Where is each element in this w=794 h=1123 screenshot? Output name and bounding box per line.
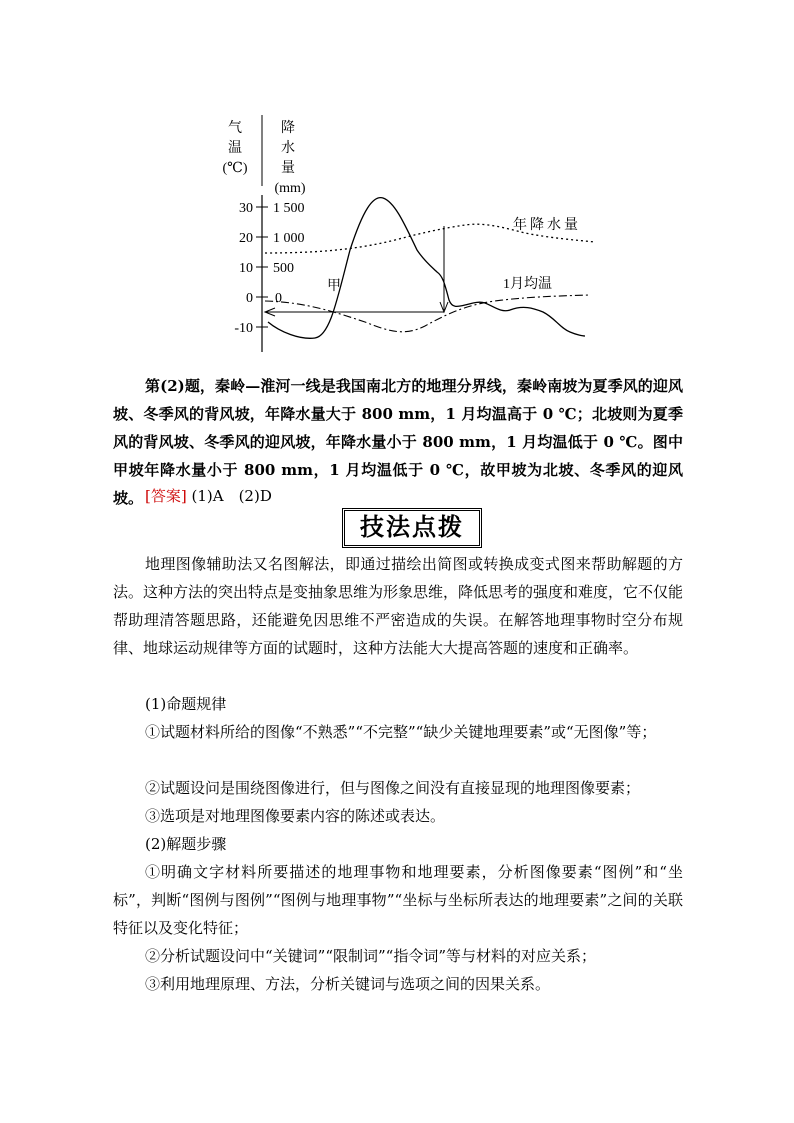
precip-tick-label: 0 [275, 291, 282, 306]
temp-tick-label: 10 [239, 261, 253, 276]
temp-tick-label: 0 [246, 291, 253, 306]
step-item-1: ①明确文字材料所要描述的地理事物和地理要素，分析图像要素“图例”和“坐标”，判断“图例与图例”“图例与地理事物”“坐标与坐标所表达的地理要素”之间的关联特征以及变化特征； [113, 863, 683, 937]
y-right-label-char-4: (mm) [274, 181, 306, 196]
y-right-label-char-2: 水 [281, 141, 295, 156]
answer-content: (1)A (2)D [191, 487, 272, 505]
answer-line [145, 482, 272, 510]
y-left-label-char-2: 温 [228, 141, 242, 156]
temp-tick-label: 20 [239, 231, 253, 246]
rules-heading: (1)命题规律 [145, 695, 227, 713]
climate-profile-figure [205, 100, 617, 365]
temp-tick-label: -10 [234, 321, 253, 336]
label-jia-slope: 甲 [327, 279, 341, 294]
rule-item-3: ③选项是对地理图像要素内容的陈述或表达。 [145, 807, 446, 825]
explanation-bold-text: 第(2)题，秦岭—淮河一线是我国南北方的地理分界线，秦岭南坡为夏季风的迎风坡、冬季风的背风坡，年降水量大于 [113, 377, 683, 423]
step-item-3: ③利用地理原理、方法，分析关键词与选项之间的因果关系。 [145, 975, 551, 993]
series-january-temperature [265, 295, 590, 332]
answer-tag: [答案] [145, 487, 187, 505]
intro-paragraph: 地理图像辅助法又名图解法，即通过描绘出简图或转换成变式图来帮助解题的方法。这种方法的突出特点是变抽象思维为形象思维，降低思考的强度和难度，它不仅能帮助理清答题思路，还能避免因思维不严密造成的失误。在解答地理事物时空分布规律、地球运动规律等方面的试题时，这种方法能大大提高答题的速度和正确率。 [113, 555, 684, 657]
y-right-label-char-1: 降 [281, 121, 295, 136]
precip-tick-label: 500 [273, 261, 294, 276]
precip-tick-label: 1 500 [273, 201, 305, 216]
temp-tick-label: 30 [239, 201, 253, 216]
y-left-label-char-1: 气 [228, 121, 242, 136]
rule-item-1: ①试题材料所给的图像“不熟悉”“不完整”“缺少关键地理要素”或“无图像”等； [145, 723, 657, 741]
y-left-label-char-3: (℃) [222, 161, 248, 176]
climate-profile-chart [205, 100, 617, 365]
step-item-2: ②分析试题设问中“关键词”“限制词”“指令词”等与材料的对应关系； [145, 947, 597, 965]
rule-item-2: ②试题设问是围绕图像进行，但与图像之间没有直接显现的地理图像要素； [145, 779, 641, 797]
section-title: 技法点拨 [342, 508, 482, 548]
steps-heading: (2)解题步骤 [145, 835, 227, 853]
precip-tick-label: 1 000 [273, 231, 305, 246]
explanation-rest-text: 800 mm，1 月均温高于 0 ℃；北坡则为夏季风的背风坡、冬季风的迎风坡，年降水量小于 800 mm，1 月均温低于 0 ℃。图中甲坡年降水量小于 800 mm，1 月均温低于 0 ℃，故甲坡为北坡、冬季风的迎风坡。 [113, 405, 683, 507]
y-right-label-char-3: 量 [281, 161, 295, 176]
label-annual-precipitation: 年降水量 [513, 218, 581, 233]
label-january-temperature: 1月均温 [503, 277, 552, 292]
